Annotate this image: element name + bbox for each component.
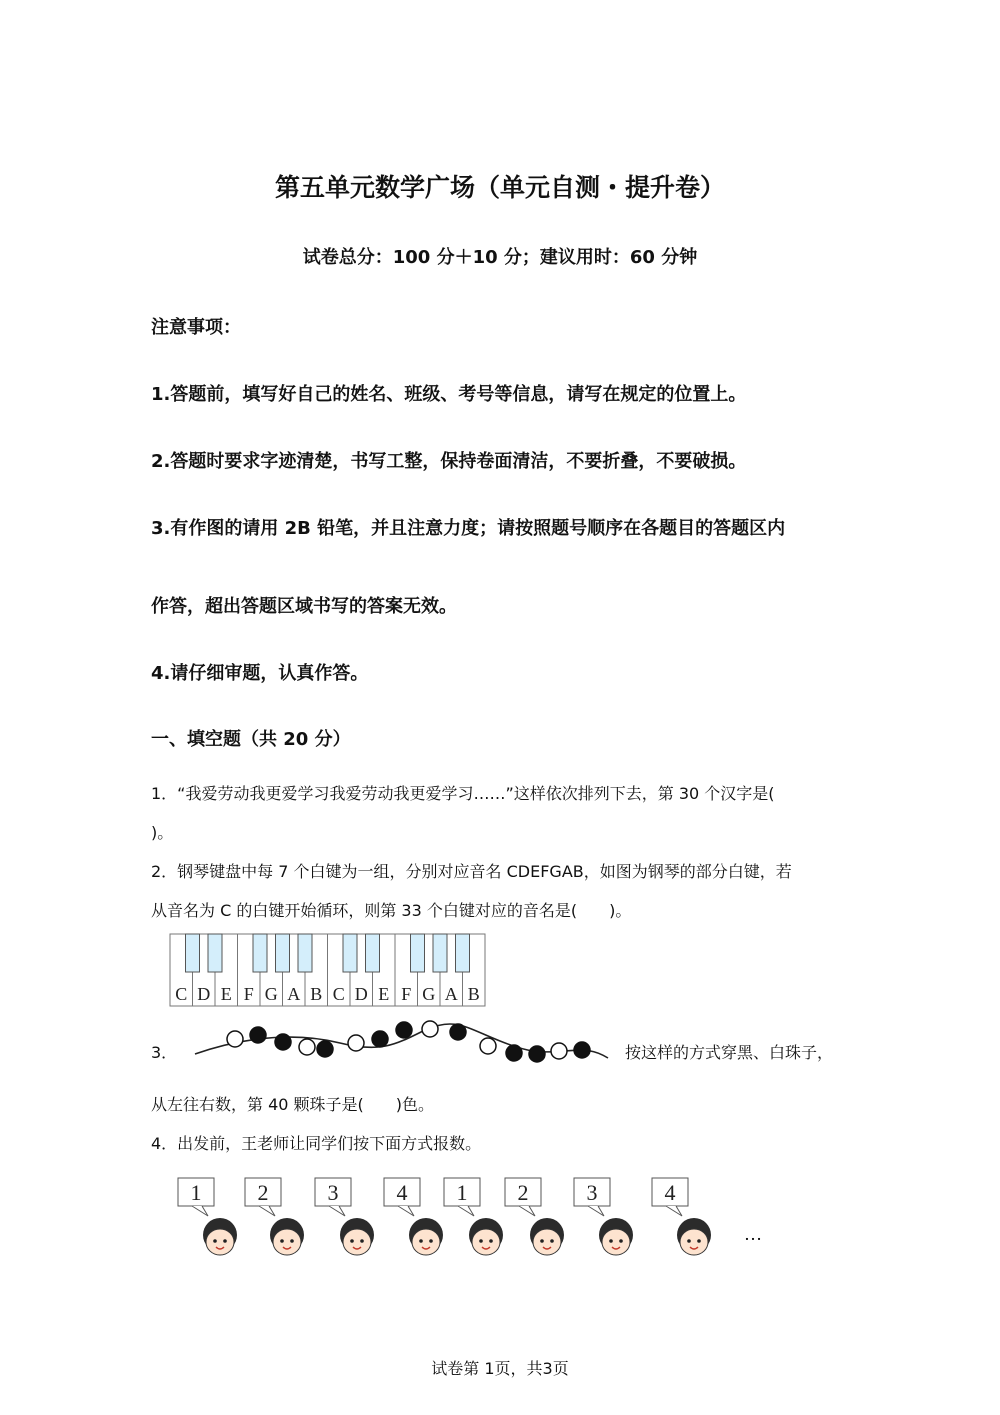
key-label: F	[243, 984, 254, 1004]
key-label: C	[175, 984, 188, 1004]
kid	[652, 1178, 711, 1255]
key-label: A	[444, 984, 458, 1004]
piano-keyboard-figure	[168, 932, 492, 1008]
black-bead	[250, 1027, 266, 1043]
kid	[444, 1178, 503, 1255]
eye-icon	[479, 1239, 483, 1243]
question-2-line-2: 从音名为 C 的白键开始循环，则第 33 个白键对应的音名是( )。	[151, 901, 632, 920]
eye-icon	[619, 1239, 623, 1243]
black-key	[343, 934, 357, 972]
kid	[178, 1178, 237, 1255]
kids-counting-figure	[170, 1170, 780, 1265]
exam-info: 试卷总分：100 分＋10 分；建议用时：60 分钟	[302, 247, 698, 268]
page-title: 第五单元数学广场（单元自测・提升卷）	[274, 173, 725, 202]
black-bead	[506, 1045, 522, 1061]
speech-bubble-tail	[588, 1206, 604, 1216]
eye-icon	[609, 1239, 613, 1243]
eye-icon	[687, 1239, 691, 1243]
eye-icon	[419, 1239, 423, 1243]
kid	[315, 1178, 374, 1255]
question-2-line-1: 2．钢琴键盘中每 7 个白键为一组，分别对应音名 CDEFGAB，如图为钢琴的部分白键，若	[151, 862, 792, 881]
speech-bubble-tail	[666, 1206, 682, 1216]
eye-icon	[350, 1239, 354, 1243]
eye-icon	[429, 1239, 433, 1243]
black-bead	[396, 1022, 412, 1038]
face-icon	[680, 1229, 708, 1255]
eye-icon	[290, 1239, 294, 1243]
notes-heading: 注意事项：	[151, 317, 241, 338]
white-bead	[348, 1035, 364, 1051]
black-bead	[529, 1046, 545, 1062]
kid-number: 1	[456, 1180, 468, 1205]
key-label: B	[310, 984, 323, 1004]
eye-icon	[489, 1239, 493, 1243]
section-heading: 一、填空题（共 20 分）	[151, 729, 351, 750]
black-bead	[372, 1031, 388, 1047]
key-label: E	[220, 984, 232, 1004]
bead-string-figure	[190, 1015, 615, 1070]
key-label: G	[264, 984, 278, 1004]
kid-number: 3	[327, 1180, 339, 1205]
black-bead	[275, 1034, 291, 1050]
kid	[505, 1178, 564, 1255]
question-3-number: 3．	[151, 1043, 178, 1062]
kid-number: 2	[257, 1180, 269, 1205]
eye-icon	[540, 1239, 544, 1243]
white-bead	[299, 1039, 315, 1055]
eye-icon	[697, 1239, 701, 1243]
face-icon	[472, 1229, 500, 1255]
key-label: B	[467, 984, 480, 1004]
note-item-3: 3.有作图的请用 2B 铅笔，并且注意力度；请按照题号顺序在各题目的答题区内	[151, 518, 786, 539]
white-bead	[422, 1021, 438, 1037]
black-key	[456, 934, 470, 972]
key-label: A	[287, 984, 301, 1004]
kid-number: 3	[586, 1180, 598, 1205]
page-footer: 试卷第 1页，共3页	[431, 1359, 569, 1378]
key-label: G	[422, 984, 436, 1004]
kid	[384, 1178, 443, 1255]
black-key	[366, 934, 380, 972]
face-icon	[273, 1229, 301, 1255]
question-4-text: 4．出发前，王老师让同学们按下面方式报数。	[151, 1134, 482, 1153]
black-bead	[574, 1042, 590, 1058]
kid-number: 2	[517, 1180, 529, 1205]
speech-bubble-tail	[458, 1206, 474, 1216]
black-key	[253, 934, 267, 972]
face-icon	[206, 1229, 234, 1255]
face-icon	[343, 1229, 371, 1255]
black-bead	[450, 1024, 466, 1040]
black-key	[276, 934, 290, 972]
note-item-3-continued: 作答，超出答题区域书写的答案无效。	[151, 596, 457, 617]
speech-bubble-tail	[192, 1206, 208, 1216]
white-bead	[480, 1038, 496, 1054]
face-icon	[602, 1229, 630, 1255]
eye-icon	[213, 1239, 217, 1243]
kid-number: 4	[664, 1180, 676, 1205]
speech-bubble-tail	[398, 1206, 414, 1216]
ellipsis: …	[744, 1224, 762, 1244]
key-label: E	[378, 984, 390, 1004]
face-icon	[412, 1229, 440, 1255]
kid	[245, 1178, 304, 1255]
speech-bubble-tail	[259, 1206, 275, 1216]
kid-number: 4	[396, 1180, 408, 1205]
white-bead	[551, 1043, 567, 1059]
black-key	[298, 934, 312, 972]
speech-bubble-tail	[329, 1206, 345, 1216]
white-bead	[227, 1031, 243, 1047]
eye-icon	[223, 1239, 227, 1243]
note-item-1: 1.答题前，填写好自己的姓名、班级、考号等信息，请写在规定的位置上。	[151, 384, 747, 405]
key-label: D	[197, 984, 211, 1004]
question-3-text: 按这样的方式穿黑、白珠子，	[625, 1043, 834, 1062]
key-label: D	[354, 984, 368, 1004]
question-3-line-2: 从左往右数，第 40 颗珠子是( )色。	[151, 1095, 435, 1114]
eye-icon	[280, 1239, 284, 1243]
note-item-4: 4.请仔细审题，认真作答。	[151, 663, 369, 684]
black-key	[186, 934, 200, 972]
question-1-line-2: )。	[151, 823, 174, 842]
key-label: F	[401, 984, 412, 1004]
black-key	[208, 934, 222, 972]
kids-group	[178, 1178, 711, 1255]
speech-bubble-tail	[519, 1206, 535, 1216]
black-bead	[317, 1041, 333, 1057]
question-1-line-1: 1．“我爱劳动我更爱学习我爱劳动我更爱学习……”这样依次排列下去，第 30 个汉字是(	[151, 784, 775, 803]
black-key	[433, 934, 447, 972]
key-label: C	[332, 984, 345, 1004]
black-key	[411, 934, 425, 972]
beads	[227, 1021, 590, 1062]
eye-icon	[550, 1239, 554, 1243]
face-icon	[533, 1229, 561, 1255]
note-item-2: 2.答题时要求字迹清楚，书写工整，保持卷面清洁，不要折叠，不要破损。	[151, 451, 747, 472]
kid	[574, 1178, 633, 1255]
kid-number: 1	[190, 1180, 202, 1205]
eye-icon	[360, 1239, 364, 1243]
